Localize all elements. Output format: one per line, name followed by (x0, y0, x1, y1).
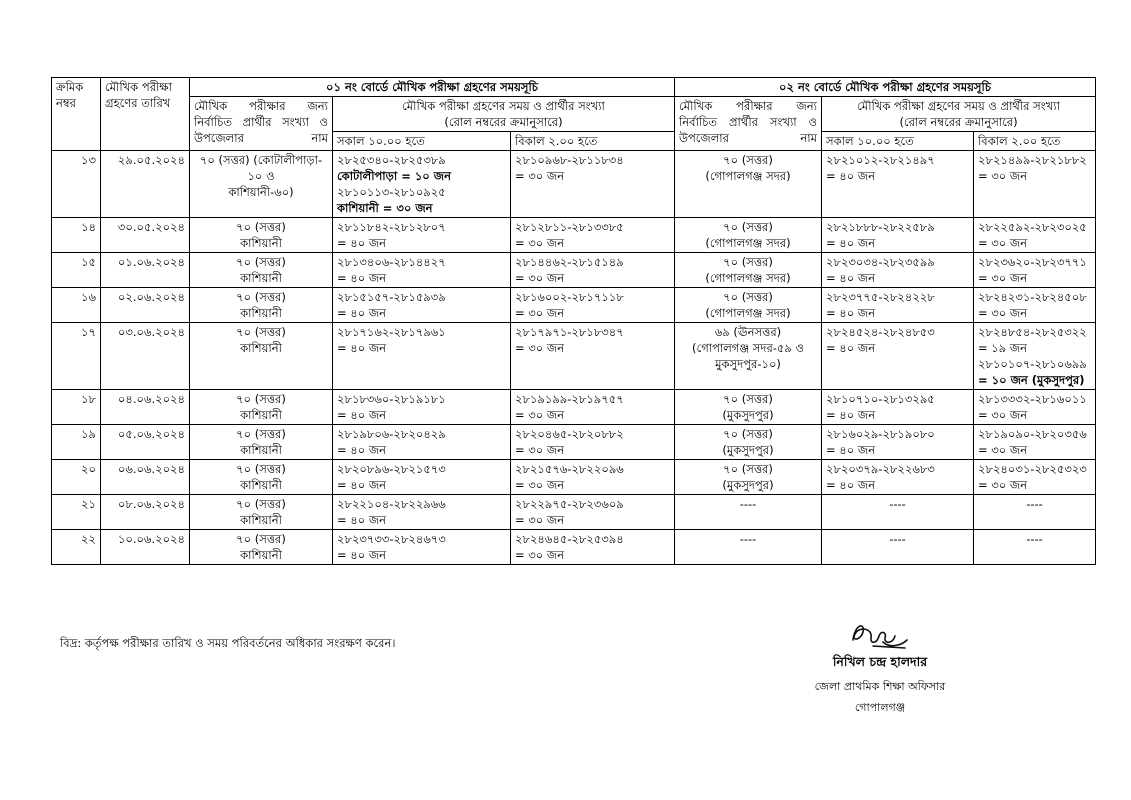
cell-line: ২৮১৭৯৭১-২৮১৮৩৪৭ (515, 325, 624, 339)
cell-line: = ৪০ জন (337, 478, 387, 492)
cell-line: ২৮২০৮৯৬-২৮২১৫৭৩ (337, 462, 446, 476)
cell-b1-morning (333, 530, 511, 565)
cell-line: = ৩০ জন (515, 478, 565, 492)
cell-line: ২৮১০১০৭-২৮১০৬৯৯ (978, 357, 1087, 371)
cell-line: ২৮২১৮৮৮-২৮২২৫৮৯ (826, 220, 935, 234)
board1-afternoon-header: বিকাল ২.০০ হতে (511, 132, 675, 151)
cell-b1-afternoon (511, 323, 675, 390)
cell-line: = ৪০ জন (337, 548, 387, 562)
cell-b1-morning (333, 218, 511, 253)
cell-date: ০১.০৬.২০২৪ (101, 253, 190, 288)
cell-line: ২৮১৬০০২-২৮১৭১১৮ (515, 290, 624, 304)
cell-b1-count (190, 253, 333, 288)
cell-b2-afternoon (974, 323, 1096, 390)
board2-morning-header: সকাল ১০.০০ হতে (822, 132, 974, 151)
cell-b2-count (675, 460, 822, 495)
cell-b1-count (190, 323, 333, 390)
cell-line: ৭০ (সত্তর) (723, 153, 773, 167)
cell-line: ২৮১৩৪০৬-২৮১৪৪২৭ (337, 255, 446, 269)
cell-b2-afternoon (974, 253, 1096, 288)
cell-b1-afternoon (511, 151, 675, 218)
cell-line: ৭০ (সত্তর) (723, 255, 773, 269)
cell-line: = ৩০ জন (515, 513, 565, 527)
cell-line: ৬৯ (ঊনসত্তর) (714, 325, 782, 339)
signer-office: গোপালগঞ্জ (854, 701, 906, 714)
cell-line: ২৮২৪০৩১-২৮২৫৩২৩ (978, 462, 1087, 476)
cell-b1-morning (333, 495, 511, 530)
cell-b2-count (675, 218, 822, 253)
cell-line: ৭০ (সত্তর) (236, 427, 286, 441)
cell-line: = ৪০ জন (337, 443, 387, 457)
cell-line: ২৮২০৪৬৫-২৮২০৮৮২ (515, 427, 624, 441)
cell-line: = ৩০ জন (978, 236, 1028, 250)
cell-b2-afternoon (974, 151, 1096, 218)
cell-b2-morning (822, 151, 974, 218)
cell-line: = ৩০ জন (515, 306, 565, 320)
cell-line: ২৮২০৩৭৯-২৮২২৬৮৩ (826, 462, 935, 476)
cell-date: ২৯.০৫.২০২৪ (101, 151, 190, 218)
cell-line: ২৮২৩৭৩৩-২৮২৪৬৭৩ (337, 532, 446, 546)
cell-line: ২৮১৮৩৬০-২৮১৯১৮১ (337, 392, 446, 406)
cell-b1-count (190, 460, 333, 495)
cell-line: কাশিয়ানী (240, 478, 282, 492)
cell-line: = ৪০ জন (826, 271, 876, 285)
cell-line: কাশিয়ানী = ৩০ জন (337, 201, 433, 215)
cell-serial: ১৪ (52, 218, 101, 253)
cell-line: ২৮১৪৪৬২-২৮১৫১৪৯ (515, 255, 624, 269)
cell-line: কোটালীপাড়া = ১০ জন (337, 169, 451, 183)
cell-line: = ৩০ জন (978, 169, 1028, 183)
table-row (52, 253, 1096, 288)
cell-line: = ১৯ জন (978, 341, 1028, 355)
signature-block (790, 618, 970, 718)
cell-serial: ১৬ (52, 288, 101, 323)
cell-line: = ৪০ জন (337, 408, 387, 422)
cell-line: ৭০ (সত্তর) (723, 220, 773, 234)
cell-line: = ৪০ জন (337, 306, 387, 320)
cell-line: ২৮১০৭১০-২৮১৩২৯৫ (826, 392, 935, 406)
board2-time-header-line2: (রোল নম্বরের ক্রমানুসারে) (899, 115, 1018, 129)
cell-line: = ৩০ জন (515, 443, 565, 457)
cell-line: ২৮১০৯৬৮-২৮১১৮৩৪ (515, 153, 624, 167)
signer-name: নিখিল চন্দ্র হালদার (832, 654, 928, 669)
cell-b2-afternoon (974, 425, 1096, 460)
cell-b2-afternoon (974, 390, 1096, 425)
cell-serial: ১৫ (52, 253, 101, 288)
cell-b1-morning (333, 288, 511, 323)
cell-line: ২৮২২৯৭৫-২৮২৩৬০৯ (515, 497, 624, 511)
table-row (52, 425, 1096, 460)
cell-b1-afternoon (511, 530, 675, 565)
cell-line: ৭০ (সত্তর) (236, 392, 286, 406)
cell-b2-count (675, 323, 822, 390)
cell-date: ০৮.০৬.২০২৪ (101, 495, 190, 530)
cell-serial: ১৯ (52, 425, 101, 460)
cell-line: ২৮২৪৮৫৪-২৮২৫৩২২ (978, 325, 1087, 339)
board1-title: ০১ নং বোর্ডে মৌখিক পরীক্ষা গ্রহণের সময়সূচি (190, 78, 675, 97)
cell-line: ৭০ (সত্তর) (723, 427, 773, 441)
cell-line: ২৮১৫১৫৭-২৮১৫৯৩৯ (337, 290, 446, 304)
cell-line: ৭০ (সত্তর) (236, 290, 286, 304)
cell-line: ২৮২৪৬৪৫-২৮২৫৩৯৪ (515, 532, 624, 546)
cell-line: কাশিয়ানী (240, 236, 282, 250)
table-row (52, 288, 1096, 323)
cell-line: (মুকসুদপুর) (722, 443, 774, 457)
cell-line: ২৮২১৫৭৬-২৮২২০৯৬ (515, 462, 624, 476)
table-row (52, 460, 1096, 495)
cell-b1-count (190, 495, 333, 530)
cell-b1-afternoon (511, 253, 675, 288)
cell-line: = ৩০ জন (515, 271, 565, 285)
cell-line: ২৮২২১০৪-২৮২২৯৬৬ (337, 497, 446, 511)
cell-line: কাশিয়ানী (240, 306, 282, 320)
cell-line: = ৪০ জন (826, 443, 876, 457)
cell-b1-morning (333, 151, 511, 218)
cell-line: ---- (739, 497, 757, 511)
cell-b2-count (675, 425, 822, 460)
cell-b1-count (190, 288, 333, 323)
cell-b1-count (190, 151, 333, 218)
cell-b2-afternoon (974, 530, 1096, 565)
cell-line: ২৮১৯৮০৬-২৮২০৪২৯ (337, 427, 446, 441)
cell-line: (গোপালগঞ্জ সদর) (705, 236, 791, 250)
cell-line: = ৩০ জন (515, 236, 565, 250)
cell-line: (মুকসুদপুর) (722, 478, 774, 492)
cell-line: ২৮১৯০৯০-২৮২০৩৫৬ (978, 427, 1087, 441)
cell-b2-morning (822, 495, 974, 530)
cell-b2-morning (822, 530, 974, 565)
cell-line: ২৮২৪২৩১-২৮২৪৫০৮ (978, 290, 1087, 304)
exam-schedule-table (51, 77, 1096, 565)
cell-line: = ৩০ জন (978, 408, 1028, 422)
cell-line: কাশিয়ানী (240, 341, 282, 355)
cell-line: ২৮২২৫৯২-২৮২৩০২৫ (978, 220, 1087, 234)
cell-line: মুকসুদপুর-১০) (715, 357, 781, 371)
cell-b2-count (675, 390, 822, 425)
cell-b1-afternoon (511, 218, 675, 253)
cell-line: ২৮১৭১৬২-২৮১৭৯৬১ (337, 325, 446, 339)
cell-line: ৭০ (সত্তর) (723, 392, 773, 406)
cell-b2-afternoon (974, 495, 1096, 530)
cell-line: কাশিয়ানী (240, 548, 282, 562)
cell-line: ৭০ (সত্তর) (723, 290, 773, 304)
cell-line: ৭০ (সত্তর) (236, 220, 286, 234)
cell-line: ৭০ (সত্তর) (236, 462, 286, 476)
date-header: মৌখিক পরীক্ষা গ্রহণের তারিখ (101, 78, 190, 151)
cell-line: ২৮১৯১৯৯-২৮১৯৭৫৭ (515, 392, 624, 406)
cell-line: ২৮২৩৬২০-২৮২৩৭৭১ (978, 255, 1087, 269)
cell-line: = ৪০ জন (826, 341, 876, 355)
cell-b2-morning (822, 460, 974, 495)
cell-b2-morning (822, 390, 974, 425)
cell-b1-count (190, 218, 333, 253)
cell-b2-morning (822, 323, 974, 390)
board1-time-header (333, 97, 675, 132)
cell-b2-afternoon (974, 460, 1096, 495)
cell-line: কাশিয়ানী-৬০) (228, 185, 294, 199)
board1-morning-header: সকাল ১০.০০ হতে (333, 132, 511, 151)
cell-b1-afternoon (511, 460, 675, 495)
cell-line: ২৮১৬০২৯-২৮১৯০৮০ (826, 427, 935, 441)
cell-line: (গোপালগঞ্জ সদর-৫৯ ও (692, 341, 804, 355)
cell-line: = ৪০ জন (826, 408, 876, 422)
cell-line: ৭০ (সত্তর) (236, 255, 286, 269)
cell-serial: ১৭ (52, 323, 101, 390)
cell-line: (গোপালগঞ্জ সদর) (705, 306, 791, 320)
board2-time-header-line1: মৌখিক পরীক্ষা গ্রহণের সময় ও প্রার্থীর সংখ্যা (857, 99, 1060, 113)
cell-line: = ৪০ জন (826, 169, 876, 183)
cell-date: ০৩.০৬.২০২৪ (101, 323, 190, 390)
table-row (52, 151, 1096, 218)
cell-line: ২৮২৪৫২৪-২৮২৪৮৫৩ (826, 325, 935, 339)
cell-b1-afternoon (511, 425, 675, 460)
cell-line: ৭০ (সত্তর) (236, 532, 286, 546)
cell-line: ---- (889, 497, 906, 511)
board2-title: ০২ নং বোর্ডে মৌখিক পরীক্ষা গ্রহণের সময়সূচি (675, 78, 1096, 97)
cell-b2-afternoon (974, 218, 1096, 253)
table-row (52, 218, 1096, 253)
table-row (52, 323, 1096, 390)
cell-b1-morning (333, 390, 511, 425)
cell-b1-morning (333, 253, 511, 288)
cell-line: ২৮২১৪৯৯-২৮২১৮৮২ (978, 153, 1087, 167)
cell-serial: ১৩ (52, 151, 101, 218)
cell-serial: ২২ (52, 530, 101, 565)
board2-afternoon-header: বিকাল ২.০০ হতে (974, 132, 1096, 151)
cell-b1-morning (333, 460, 511, 495)
schedule-body (52, 151, 1096, 565)
cell-serial: ১৮ (52, 390, 101, 425)
cell-line: ২৮২৩৭৭৫-২৮২৪২২৮ (826, 290, 935, 304)
cell-line: = ৩০ জন (515, 548, 565, 562)
board1-count-header: মৌখিক পরীক্ষার জন্য নির্বাচিত প্রার্থীর সংখ্যা ও উপজেলার নাম (190, 97, 333, 151)
cell-b2-count (675, 530, 822, 565)
board1-time-header-line1: মৌখিক পরীক্ষা গ্রহণের সময় ও প্রার্থীর সংখ্যা (402, 99, 605, 113)
cell-line: ---- (1026, 532, 1043, 546)
table-row (52, 390, 1096, 425)
cell-b2-morning (822, 218, 974, 253)
cell-date: ১০.০৬.২০২৪ (101, 530, 190, 565)
cell-line: (মুকসুদপুর) (722, 408, 774, 422)
cell-line: ২৮১২৮১১-২৮১৩৩৮৫ (515, 220, 624, 234)
cell-line: = ৪০ জন (826, 306, 876, 320)
cell-line: ৭০ (সত্তর) (723, 462, 773, 476)
cell-line: কাশিয়ানী (240, 513, 282, 527)
cell-line: = ৩০ জন (515, 408, 565, 422)
cell-line: = ৩০ জন (978, 306, 1028, 320)
cell-line: ২৮২৫৩৪০-২৮২৫৩৮৯ (337, 153, 446, 167)
cell-b2-count (675, 288, 822, 323)
cell-line: = ৪০ জন (826, 236, 876, 250)
cell-date: ০৬.০৬.২০২৪ (101, 460, 190, 495)
cell-b1-afternoon (511, 288, 675, 323)
cell-date: ০২.০৬.২০২৪ (101, 288, 190, 323)
cell-b2-afternoon (974, 288, 1096, 323)
cell-line: কাশিয়ানী (240, 408, 282, 422)
signature-scribble-icon (843, 618, 917, 652)
cell-line: ৭০ (সত্তর) (236, 497, 286, 511)
serial-header: ক্রমিক নম্বর (52, 78, 101, 151)
cell-b1-morning (333, 323, 511, 390)
cell-serial: ২১ (52, 495, 101, 530)
cell-b2-morning (822, 425, 974, 460)
cell-line: = ৩০ জন (978, 478, 1028, 492)
cell-line: ---- (739, 532, 757, 546)
cell-line: ১০ ও (247, 169, 275, 183)
cell-line: ২৮১১৮৪২-২৮১২৮০৭ (337, 220, 446, 234)
table-row (52, 530, 1096, 565)
cell-line: = ৪০ জন (826, 478, 876, 492)
cell-line: (গোপালগঞ্জ সদর) (705, 271, 791, 285)
cell-line: (গোপালগঞ্জ সদর) (705, 169, 791, 183)
cell-line: কাশিয়ানী (240, 443, 282, 457)
cell-line: = ৪০ জন (337, 513, 387, 527)
board2-count-header: মৌখিক পরীক্ষার জন্য নির্বাচিত প্রার্থীর সংখ্যা ও উপজেলার নাম (675, 97, 822, 151)
cell-line: = ৪০ জন (337, 341, 387, 355)
cell-line: = ৩০ জন (515, 341, 565, 355)
cell-serial: ২০ (52, 460, 101, 495)
cell-b1-afternoon (511, 495, 675, 530)
cell-line: ২৮১০১১৩-২৮১০৯২৫ (337, 185, 446, 199)
cell-line: ---- (1026, 497, 1043, 511)
cell-b2-morning (822, 253, 974, 288)
cell-date: ০৫.০৬.২০২৪ (101, 425, 190, 460)
cell-line: = ৩০ জন (515, 169, 565, 183)
cell-b2-count (675, 495, 822, 530)
board1-time-header-line2: (রোল নম্বরের ক্রমানুসারে) (444, 115, 563, 129)
cell-line: ৭০ (সত্তর) (236, 325, 286, 339)
cell-line: = ৩০ জন (978, 443, 1028, 457)
cell-b2-count (675, 253, 822, 288)
signer-designation: জেলা প্রাথমিক শিক্ষা অফিসার (814, 680, 946, 693)
board2-time-header (822, 97, 1096, 132)
cell-b1-morning (333, 425, 511, 460)
cell-b1-count (190, 390, 333, 425)
cell-date: ৩০.০৫.২০২৪ (101, 218, 190, 253)
cell-line: ২৮২৩০৩৪-২৮২৩৫৯৯ (826, 255, 935, 269)
cell-b2-count (675, 151, 822, 218)
cell-line: ---- (889, 532, 906, 546)
table-row (52, 495, 1096, 530)
cell-b1-count (190, 530, 333, 565)
cell-line: = ৪০ জন (337, 271, 387, 285)
cell-line: = ৪০ জন (337, 236, 387, 250)
cell-b1-count (190, 425, 333, 460)
cell-date: ০৪.০৬.২০২৪ (101, 390, 190, 425)
cell-line: ২৮২১০১২-২৮২১৪৯৭ (826, 153, 935, 167)
cell-line: = ৩০ জন (978, 271, 1028, 285)
cell-line: ৭০ (সত্তর) (কোটালীপাড়া- (199, 153, 323, 167)
cell-line: = ১০ জন (মুকসুদপুর) (978, 373, 1085, 387)
cell-b1-afternoon (511, 390, 675, 425)
cell-line: কাশিয়ানী (240, 271, 282, 285)
footnote: বিদ্র: কর্তৃপক্ষ পরীক্ষার তারিখ ও সময় পরিবর্তনের অধিকার সংরক্ষণ করেন। (60, 636, 396, 650)
cell-b2-morning (822, 288, 974, 323)
cell-line: ২৮১৩৩৩২-২৮১৬০১১ (978, 392, 1087, 406)
